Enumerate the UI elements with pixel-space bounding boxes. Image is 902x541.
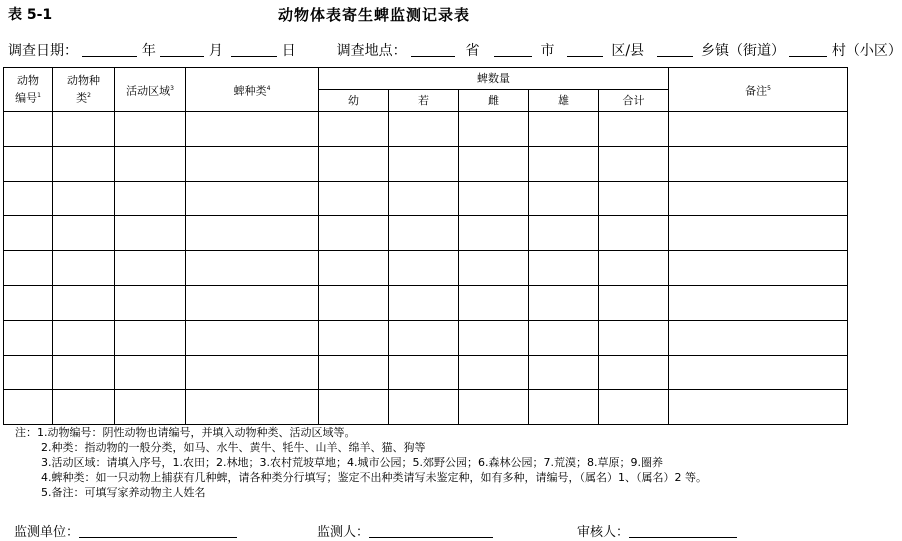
note-3: 3.活动区域：请填入序号，1.农田；2.林地；3.农村荒坡草地；4.城市公园；5.郊野公园；6.森林公园；7.荒漠；8.草原；9.圈养 [41, 456, 663, 469]
table-cell[interactable] [319, 112, 389, 147]
table-cell[interactable] [4, 285, 53, 320]
table-cell[interactable] [669, 181, 848, 216]
table-cell[interactable] [319, 390, 389, 425]
month-label: 月 [208, 43, 223, 59]
table-cell[interactable] [389, 320, 459, 355]
district-label: 区/县 [611, 43, 645, 59]
table-cell[interactable] [186, 320, 319, 355]
table-cell[interactable] [459, 112, 529, 147]
table-cell[interactable] [4, 181, 53, 216]
table-cell[interactable] [529, 146, 599, 181]
table-cell[interactable] [599, 390, 669, 425]
table-cell[interactable] [599, 146, 669, 181]
table-cell[interactable] [599, 355, 669, 390]
table-cell[interactable] [459, 390, 529, 425]
township-field[interactable] [657, 42, 693, 57]
note-4: 4.蜱种类：如一只动物上捕获有几种蜱，请各种类分行填写；鉴定不出种类请写未鉴定种，如有多种，请编号，（属名）1、（属名）2 等。 [41, 471, 707, 484]
table-cell[interactable] [4, 355, 53, 390]
table-cell[interactable] [389, 390, 459, 425]
table-body [4, 112, 848, 425]
table-cell[interactable] [459, 181, 529, 216]
table-cell[interactable] [115, 181, 186, 216]
table-cell[interactable] [115, 355, 186, 390]
table-cell[interactable] [186, 251, 319, 286]
district-field[interactable] [567, 42, 603, 57]
table-cell[interactable] [53, 390, 115, 425]
table-cell[interactable] [115, 390, 186, 425]
table-cell[interactable] [599, 112, 669, 147]
village-label: 村（小区） [831, 43, 902, 59]
table-cell[interactable] [599, 285, 669, 320]
day-field[interactable] [231, 42, 277, 57]
table-row [4, 251, 848, 286]
day-label: 日 [281, 43, 296, 59]
township-label: 乡镇（街道） [700, 43, 785, 59]
table-cell[interactable] [459, 285, 529, 320]
monitor-person [317, 521, 493, 540]
table-cell[interactable] [53, 216, 115, 251]
table-cell[interactable] [669, 390, 848, 425]
table-cell[interactable] [319, 320, 389, 355]
province-field[interactable] [411, 42, 455, 57]
table-cell[interactable] [4, 390, 53, 425]
note-1: 注：1.动物编号：阴性动物也请编号，并填入动物种类、活动区域等。 [15, 426, 356, 439]
table-cell[interactable] [389, 112, 459, 147]
table-cell[interactable] [53, 251, 115, 286]
table-cell[interactable] [599, 216, 669, 251]
table-cell[interactable] [669, 146, 848, 181]
header-activity-area: 活动区域$^3$ [115, 68, 186, 112]
table-cell[interactable] [53, 181, 115, 216]
table-cell[interactable] [186, 285, 319, 320]
table-cell[interactable] [529, 355, 599, 390]
table-cell[interactable] [186, 146, 319, 181]
table-number: 表 5-1 [8, 7, 53, 23]
table-cell[interactable] [53, 285, 115, 320]
table-row [4, 285, 848, 320]
table-cell[interactable] [186, 112, 319, 147]
table-cell[interactable] [669, 216, 848, 251]
table-cell[interactable] [669, 320, 848, 355]
table-cell[interactable] [319, 146, 389, 181]
table-row [4, 355, 848, 390]
table-cell[interactable] [529, 251, 599, 286]
table-cell[interactable] [459, 251, 529, 286]
table-cell[interactable] [599, 181, 669, 216]
table-row [4, 146, 848, 181]
table-cell[interactable] [599, 320, 669, 355]
header-count-total: 合计 [599, 90, 669, 112]
place-label: 调查地点： [336, 43, 407, 59]
table-cell[interactable] [4, 320, 53, 355]
table-cell[interactable] [53, 112, 115, 147]
table-cell[interactable] [669, 355, 848, 390]
table-cell[interactable] [186, 390, 319, 425]
table-cell[interactable] [389, 181, 459, 216]
city-field[interactable] [494, 42, 532, 57]
table-cell[interactable] [389, 285, 459, 320]
table-row [4, 216, 848, 251]
table-cell[interactable] [115, 216, 186, 251]
table-cell[interactable] [529, 285, 599, 320]
table-cell[interactable] [4, 112, 53, 147]
header-animal-id: 动物 编号$^1$ [4, 68, 53, 112]
table-cell[interactable] [115, 112, 186, 147]
header-animal-species: 动物种 类$^2$ [53, 68, 115, 112]
monitor-person-field[interactable] [369, 523, 493, 538]
table-cell[interactable] [459, 216, 529, 251]
title-row [8, 4, 848, 24]
monitor-person-label: 监测人： [317, 525, 370, 540]
table-cell[interactable] [669, 285, 848, 320]
table-cell[interactable] [389, 355, 459, 390]
table-cell[interactable] [53, 355, 115, 390]
table-row [4, 112, 848, 147]
table-cell[interactable] [186, 216, 319, 251]
table-cell[interactable] [53, 320, 115, 355]
table-cell[interactable] [319, 181, 389, 216]
table-cell[interactable] [529, 216, 599, 251]
table-cell[interactable] [319, 216, 389, 251]
date-label: 调查日期： [8, 43, 78, 59]
table-cell[interactable] [4, 216, 53, 251]
month-field[interactable] [160, 42, 204, 57]
table-cell[interactable] [599, 251, 669, 286]
city-label: 市 [540, 43, 555, 59]
table-row [4, 320, 848, 355]
table-cell[interactable] [669, 251, 848, 286]
table-cell[interactable] [186, 181, 319, 216]
monitoring-unit-field[interactable] [79, 523, 237, 538]
monitoring-unit [14, 521, 237, 540]
table-cell[interactable] [389, 216, 459, 251]
reviewer [577, 521, 737, 540]
province-label: 省 [465, 43, 480, 59]
monitoring-unit-label: 监测单位： [14, 525, 80, 540]
table-cell[interactable] [529, 390, 599, 425]
header-tick-count: 蜱数量 [319, 68, 669, 90]
table-cell[interactable] [4, 146, 53, 181]
header-remark: 备注$^5$ [669, 68, 848, 112]
notes-section [15, 425, 707, 500]
table-cell[interactable] [669, 112, 848, 147]
table-cell[interactable] [529, 181, 599, 216]
table-cell[interactable] [459, 146, 529, 181]
year-label: 年 [141, 43, 156, 59]
table-cell[interactable] [389, 146, 459, 181]
village-field[interactable] [789, 42, 827, 57]
note-5: 5.备注：可填写家养动物主人姓名 [41, 486, 206, 499]
table-cell[interactable] [529, 320, 599, 355]
header-count-nymph: 若 [389, 90, 459, 112]
table-cell[interactable] [319, 251, 389, 286]
record-table [3, 67, 848, 425]
table-cell[interactable] [459, 320, 529, 355]
table-cell[interactable] [115, 251, 186, 286]
document-title: 动物体表寄生蜱监测记录表 [278, 6, 471, 24]
header-count-male: 雄 [529, 90, 599, 112]
table-cell[interactable] [115, 285, 186, 320]
table-cell[interactable] [53, 146, 115, 181]
table-cell[interactable] [186, 355, 319, 390]
table-cell[interactable] [319, 355, 389, 390]
table-cell[interactable] [115, 146, 186, 181]
table-cell[interactable] [319, 285, 389, 320]
reviewer-label: 审核人： [577, 525, 630, 540]
reviewer-field[interactable] [629, 523, 737, 538]
survey-info-row [8, 40, 902, 60]
table-cell[interactable] [4, 251, 53, 286]
table-cell[interactable] [115, 320, 186, 355]
year-field[interactable] [82, 42, 137, 57]
table-row [4, 390, 848, 425]
table-row [4, 181, 848, 216]
header-count-female: 雌 [459, 90, 529, 112]
header-count-larva: 幼 [319, 90, 389, 112]
table-cell[interactable] [459, 355, 529, 390]
table-cell[interactable] [529, 112, 599, 147]
note-2: 2.种类：指动物的一般分类，如马、水牛、黄牛、牦牛、山羊、绵羊、猫、狗等 [41, 441, 426, 454]
table-cell[interactable] [389, 251, 459, 286]
header-tick-species: 蜱种类$^4$ [186, 68, 319, 112]
